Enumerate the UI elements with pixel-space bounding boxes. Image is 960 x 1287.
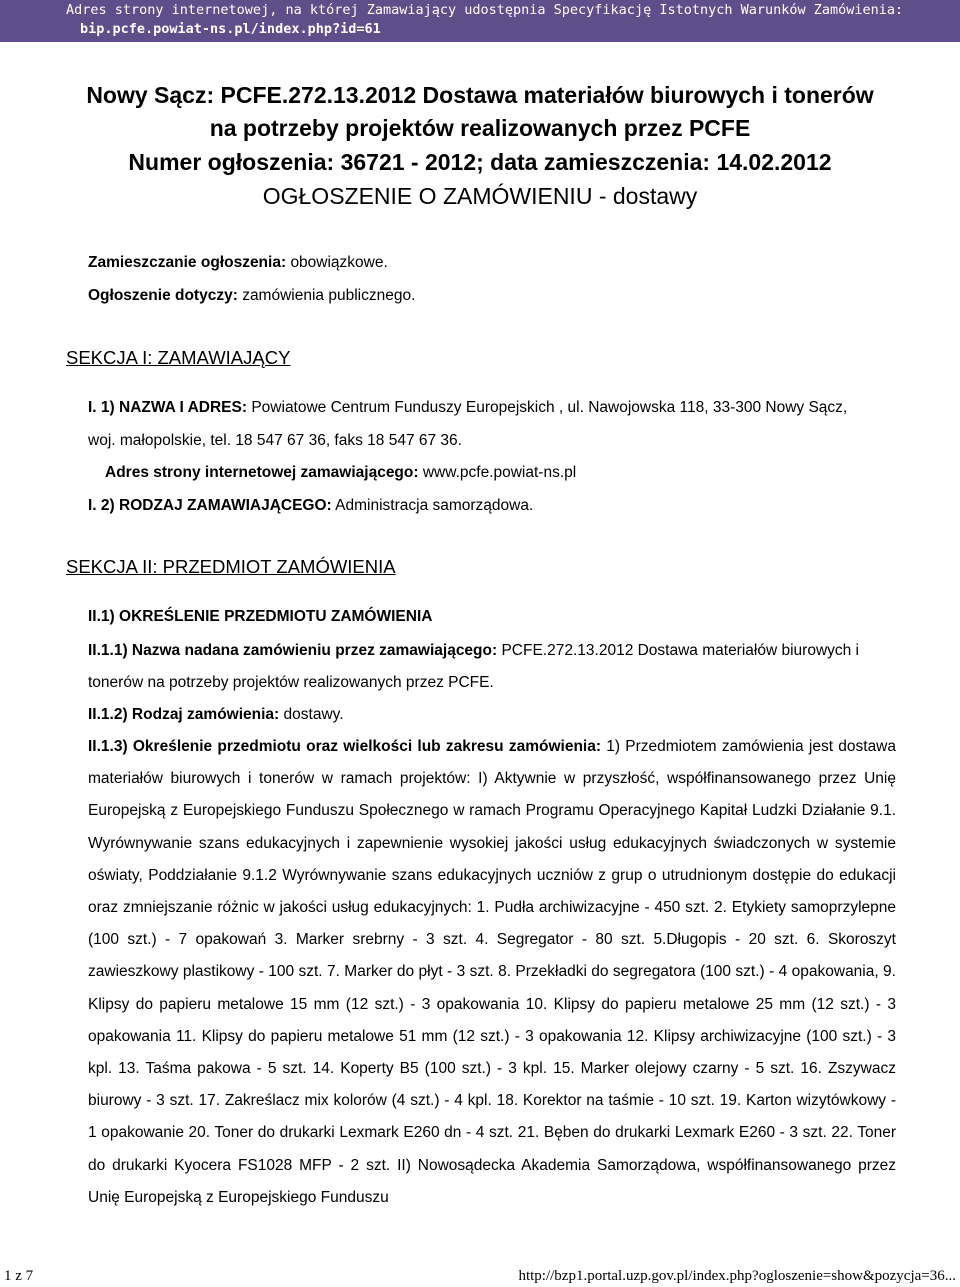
order-kind-value: dostawy. [283,706,344,723]
concerns-value: zamówienia publicznego. [242,287,416,304]
page-number: 1 z 7 [4,1268,34,1284]
notice-type: OGŁOSZENIE O ZAMÓWIENIU - dostawy [262,183,698,209]
section-1-title: SEKCJA I: ZAMAWIAJĄCY [66,347,291,368]
order-name-row [88,642,859,660]
order-description [88,731,896,1214]
source-bar [0,0,960,42]
contracting-name-row [88,399,847,417]
notice-number: Numer ogłoszenia: 36721 - 2012; data zamieszczenia: 14.02.2012 [128,149,832,175]
contracting-name-label: I. 1) NAZWA I ADRES: [88,399,248,416]
order-description-value: 1) Przedmiotem zamówienia jest dostawa materiałów biurowych i tonerów w ramach projektów: I) Aktywnie w przyszłość, współfinansowanego przez Unię Europejską z Europejskiego Funduszu Społecznego w ramach Programu Operacyjnego Kapitał Ludzki Działanie 9.1. Wyrównywanie szans edukacyjnych i zapewnienie wysokiej jakości usług edukacyjnych świadczonych w systemie oświaty, Poddziałanie 9.1.2 Wyrównywanie szans edukacyjnych uczniów z grup o utrudnionym dostępie do edukacji oraz zmniejszanie różnic w jakości usług edukacyjnych: 1. Pudła archiwizacyjne - 450 szt. 2. Etykiety samoprzylepne (100 szt.) - 7 opakowań 3. Marker srebrny - 3 szt. 4. Segregator - 80 szt. 5.Długopis - 20 szt. 6. Skoroszyt zawieszkowy plastikowy - 100 szt. 7. Marker do płyt - 3 szt. 8. Przekładki do segregatora (100 szt.) - 4 opakowania, 9. Klipsy do papieru metalowe 15 mm (12 szt.) - 3 opakowania 10. Klipsy do papieru metalowe 25 mm (12 szt.) - 3 opakowania 11. Klipsy do papieru metalowe 51 mm (12 szt.) - 3 opakowania 12. Klipsy archiwizacyjne (100 szt.) - 3 kpl. 13. Taśma pakowa - 5 szt. 14. Koperty B5 (100 szt.) - 3 kpl. 15. Marker olejowy czarny - 5 szt. 16. Zszywacz biurowy - 3 szt. 17. Zakreślacz mix kolorów (4 szt.) - 4 kpl. 18. Korektor na taśmie - 10 szt. 19. Karton wizytówkowy - 1 opakowanie 20. Toner do drukarki Lexmark E260 dn - 4 szt. 21. Bęben do drukarki Lexmark E260 - 3 szt. 22. Toner do drukarki Kyocera FS1028 MFP - 2 szt. II) Nowosądecka Akademia Samorządowa, współfinansowanego przez Unię Europejską z Europejskiego Funduszu [88,738,896,1206]
concerns-row [88,287,415,305]
siwz-link[interactable]: bip.pcfe.powiat-ns.pl/index.php?id=61 [80,21,381,37]
order-name-cont: tonerów na potrzeby projektów realizowanych przez PCFE. [88,674,494,691]
placement-label: Zamieszczanie ogłoszenia: [88,254,287,271]
notice-title-line-1: Nowy Sącz: PCFE.272.13.2012 Dostawa materiałów biurowych i tonerów [86,82,874,108]
order-kind-row [88,706,344,724]
order-name-value: PCFE.272.13.2012 Dostawa materiałów biurowych i [501,642,860,659]
contracting-type-label: I. 2) RODZAJ ZAMAWIAJĄCEGO: [88,497,332,514]
contracting-type-value: Administracja samorządowa. [335,497,534,514]
concerns-label: Ogłoszenie dotyczy: [88,287,238,304]
website-value: www.pcfe.powiat-ns.pl [422,464,577,481]
subject-subtitle: II.1) OKREŚLENIE PRZEDMIOTU ZAMÓWIENIA [88,608,433,625]
website-row [105,464,576,482]
website-label: Adres strony internetowej zamawiającego: [105,464,419,481]
order-description-label: II.1.3) Określenie przedmiotu oraz wielkości lub zakresu zamówienia: [88,738,602,755]
placement-value: obowiązkowe. [290,254,388,271]
contracting-name-cont: woj. małopolskie, tel. 18 547 67 36, faks 18 547 67 36. [88,432,462,449]
order-kind-label: II.1.2) Rodzaj zamówienia: [88,706,280,723]
contracting-name-value: Powiatowe Centrum Funduszy Europejskich , ul. Nawojowska 118, 33-300 Nowy Sącz, [251,399,848,416]
notice-title-line-2: na potrzeby projektów realizowanych przez PCFE [209,115,751,141]
placement-row [88,254,388,272]
order-name-label: II.1.1) Nazwa nadana zamówieniu przez zamawiającego: [88,642,498,659]
section-2-title: SEKCJA II: PRZEDMIOT ZAMÓWIENIA [66,556,396,577]
page-url: http://bzp1.portal.uzp.gov.pl/index.php?ogloszenie=show&pozycja=36... [518,1268,956,1284]
source-bar-text: Adres strony internetowej, na której Zamawiający udostępnia Specyfikację Istotnych Warunków Zamówienia: [66,2,904,18]
contracting-type-row [88,497,533,515]
